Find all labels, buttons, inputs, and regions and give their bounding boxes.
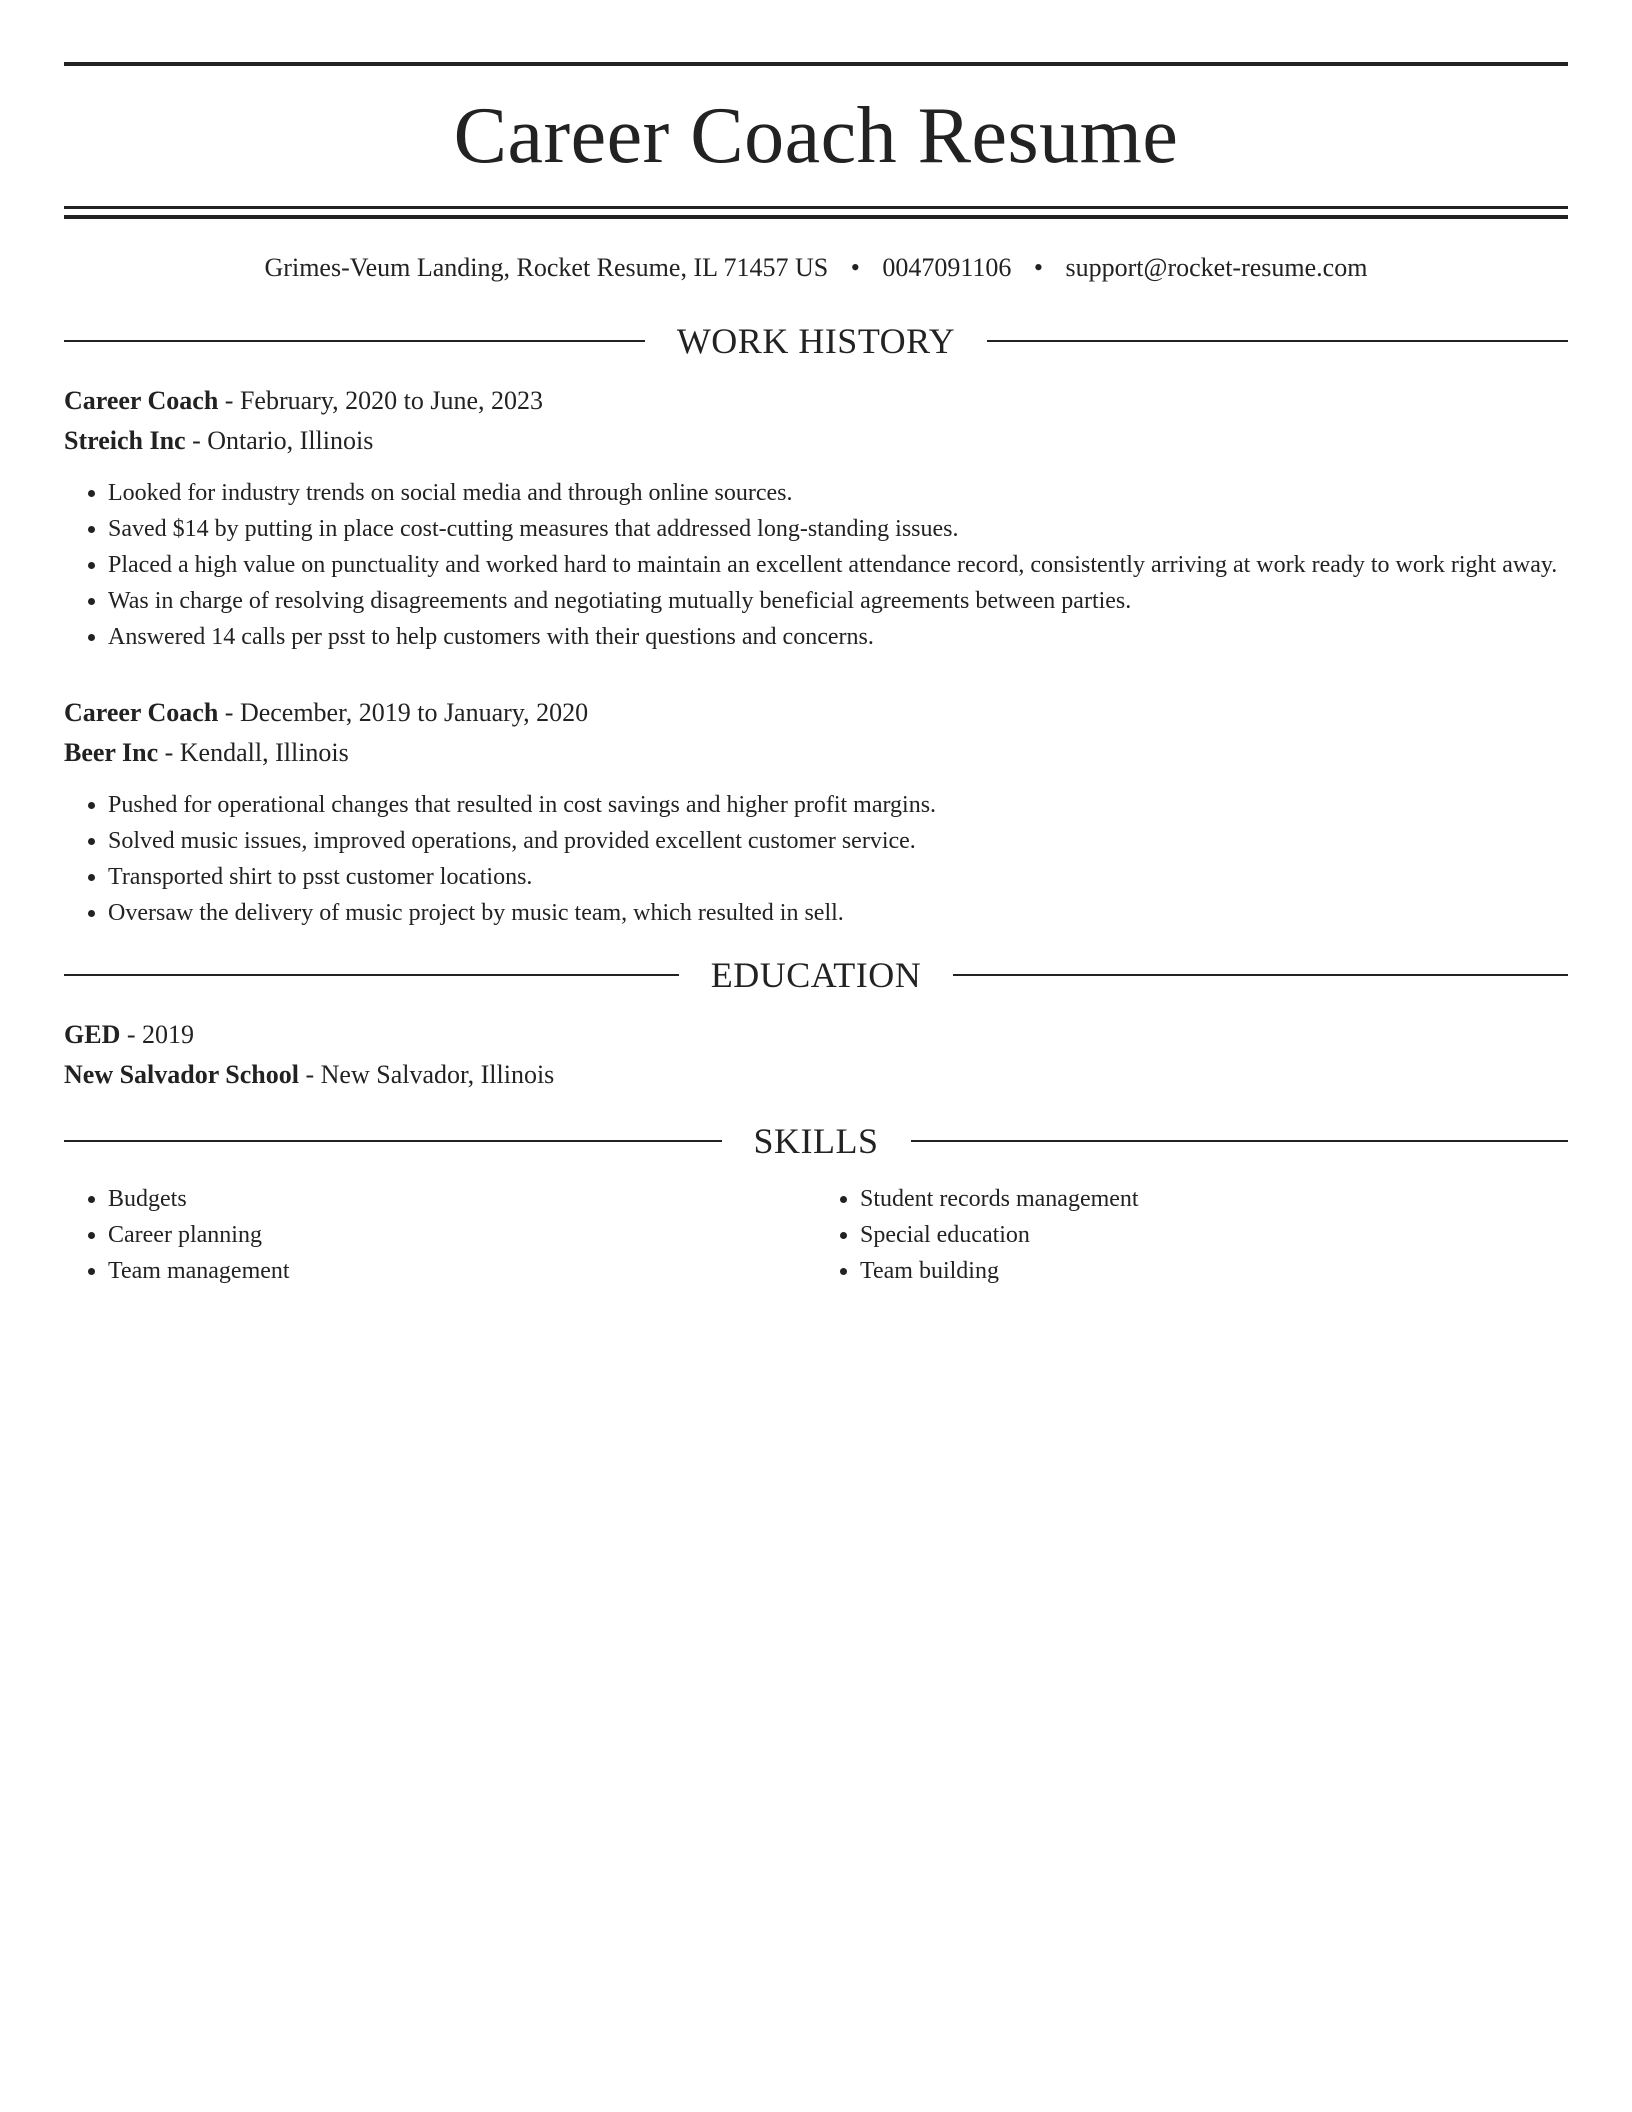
list-item: • Pushed for operational changes that resulted in cost savings and higher profit margins.	[108, 787, 1568, 823]
list-item: • Looked for industry trends on social media and through online sources.	[108, 475, 1568, 511]
education-entry	[64, 1015, 1568, 1095]
job-title-line	[64, 381, 1568, 421]
header-top-rule	[64, 62, 1568, 66]
contact-address: Grimes-Veum Landing, Rocket Resume, IL 71457 US	[264, 253, 829, 282]
skill-item: • Student records management	[860, 1181, 1568, 1217]
section-rule	[987, 340, 1568, 342]
job-company-line	[64, 421, 1568, 461]
work-history-section-heading	[64, 323, 1568, 359]
job-dates: - December, 2019 to January, 2020	[218, 698, 589, 727]
job-company: Beer Inc	[64, 738, 159, 767]
job-title-line	[64, 693, 1568, 733]
section-rule	[64, 974, 679, 976]
skills-list	[64, 1181, 1568, 1289]
job-company-line	[64, 733, 1568, 773]
education-title: EDUCATION	[710, 955, 922, 995]
contact-phone: 0047091106	[882, 253, 1012, 282]
section-rule	[64, 340, 645, 342]
job-dates: - February, 2020 to June, 2023	[218, 386, 543, 415]
school-location: - New Salvador, Illinois	[299, 1060, 555, 1089]
skills-column-right	[816, 1181, 1568, 1289]
skill-item: • Team building	[860, 1253, 1568, 1289]
list-item: • Saved $14 by putting in place cost-cutting measures that addressed long-standing issues.	[108, 511, 1568, 547]
contact-separator: •	[850, 253, 860, 282]
contact-email: support@rocket-resume.com	[1065, 253, 1368, 282]
skill-item: • Career planning	[108, 1217, 816, 1253]
list-item: • Placed a high value on punctuality and worked hard to maintain an excellent attendance record, consistently arriving at work ready to work right away.	[108, 547, 1568, 583]
list-item: • Answered 14 calls per psst to help customers with their questions and concerns.	[108, 619, 1568, 655]
degree-year: - 2019	[120, 1020, 195, 1049]
job-location: - Ontario, Illinois	[185, 426, 374, 455]
education-section-heading	[64, 957, 1568, 993]
job-entry	[64, 381, 1568, 655]
job-company: Streich Inc	[64, 426, 186, 455]
job-entry	[64, 693, 1568, 931]
list-item: • Was in charge of resolving disagreements and negotiating mutually beneficial agreements between parties.	[108, 583, 1568, 619]
school-name: New Salvador School	[64, 1060, 299, 1089]
section-rule	[953, 974, 1568, 976]
list-item: • Transported shirt to psst customer locations.	[108, 859, 1568, 895]
skill-item: • Special education	[860, 1217, 1568, 1253]
school-line	[64, 1055, 1568, 1095]
section-rule	[64, 1140, 722, 1142]
job-bullets	[64, 787, 1568, 931]
job-bullets	[64, 475, 1568, 655]
work-history-title: WORK HISTORY	[676, 321, 956, 361]
section-rule	[911, 1140, 1569, 1142]
page-title: Career Coach Resume	[453, 92, 1179, 180]
skill-item: • Budgets	[108, 1181, 816, 1217]
header-double-rule	[64, 206, 1568, 219]
job-title: Career Coach	[64, 698, 219, 727]
list-item: • Solved music issues, improved operations, and provided excellent customer service.	[108, 823, 1568, 859]
skills-title: SKILLS	[753, 1121, 879, 1161]
list-item: • Oversaw the delivery of music project by music team, which resulted in sell.	[108, 895, 1568, 931]
skills-section-heading	[64, 1123, 1568, 1159]
skills-column-left	[64, 1181, 816, 1289]
job-title: Career Coach	[64, 386, 219, 415]
degree-line	[64, 1015, 1568, 1055]
contact-line	[64, 255, 1568, 281]
contact-separator: •	[1033, 253, 1044, 282]
degree: GED	[64, 1020, 121, 1049]
skill-item: • Team management	[108, 1253, 816, 1289]
job-location: - Kendall, Illinois	[158, 738, 349, 767]
